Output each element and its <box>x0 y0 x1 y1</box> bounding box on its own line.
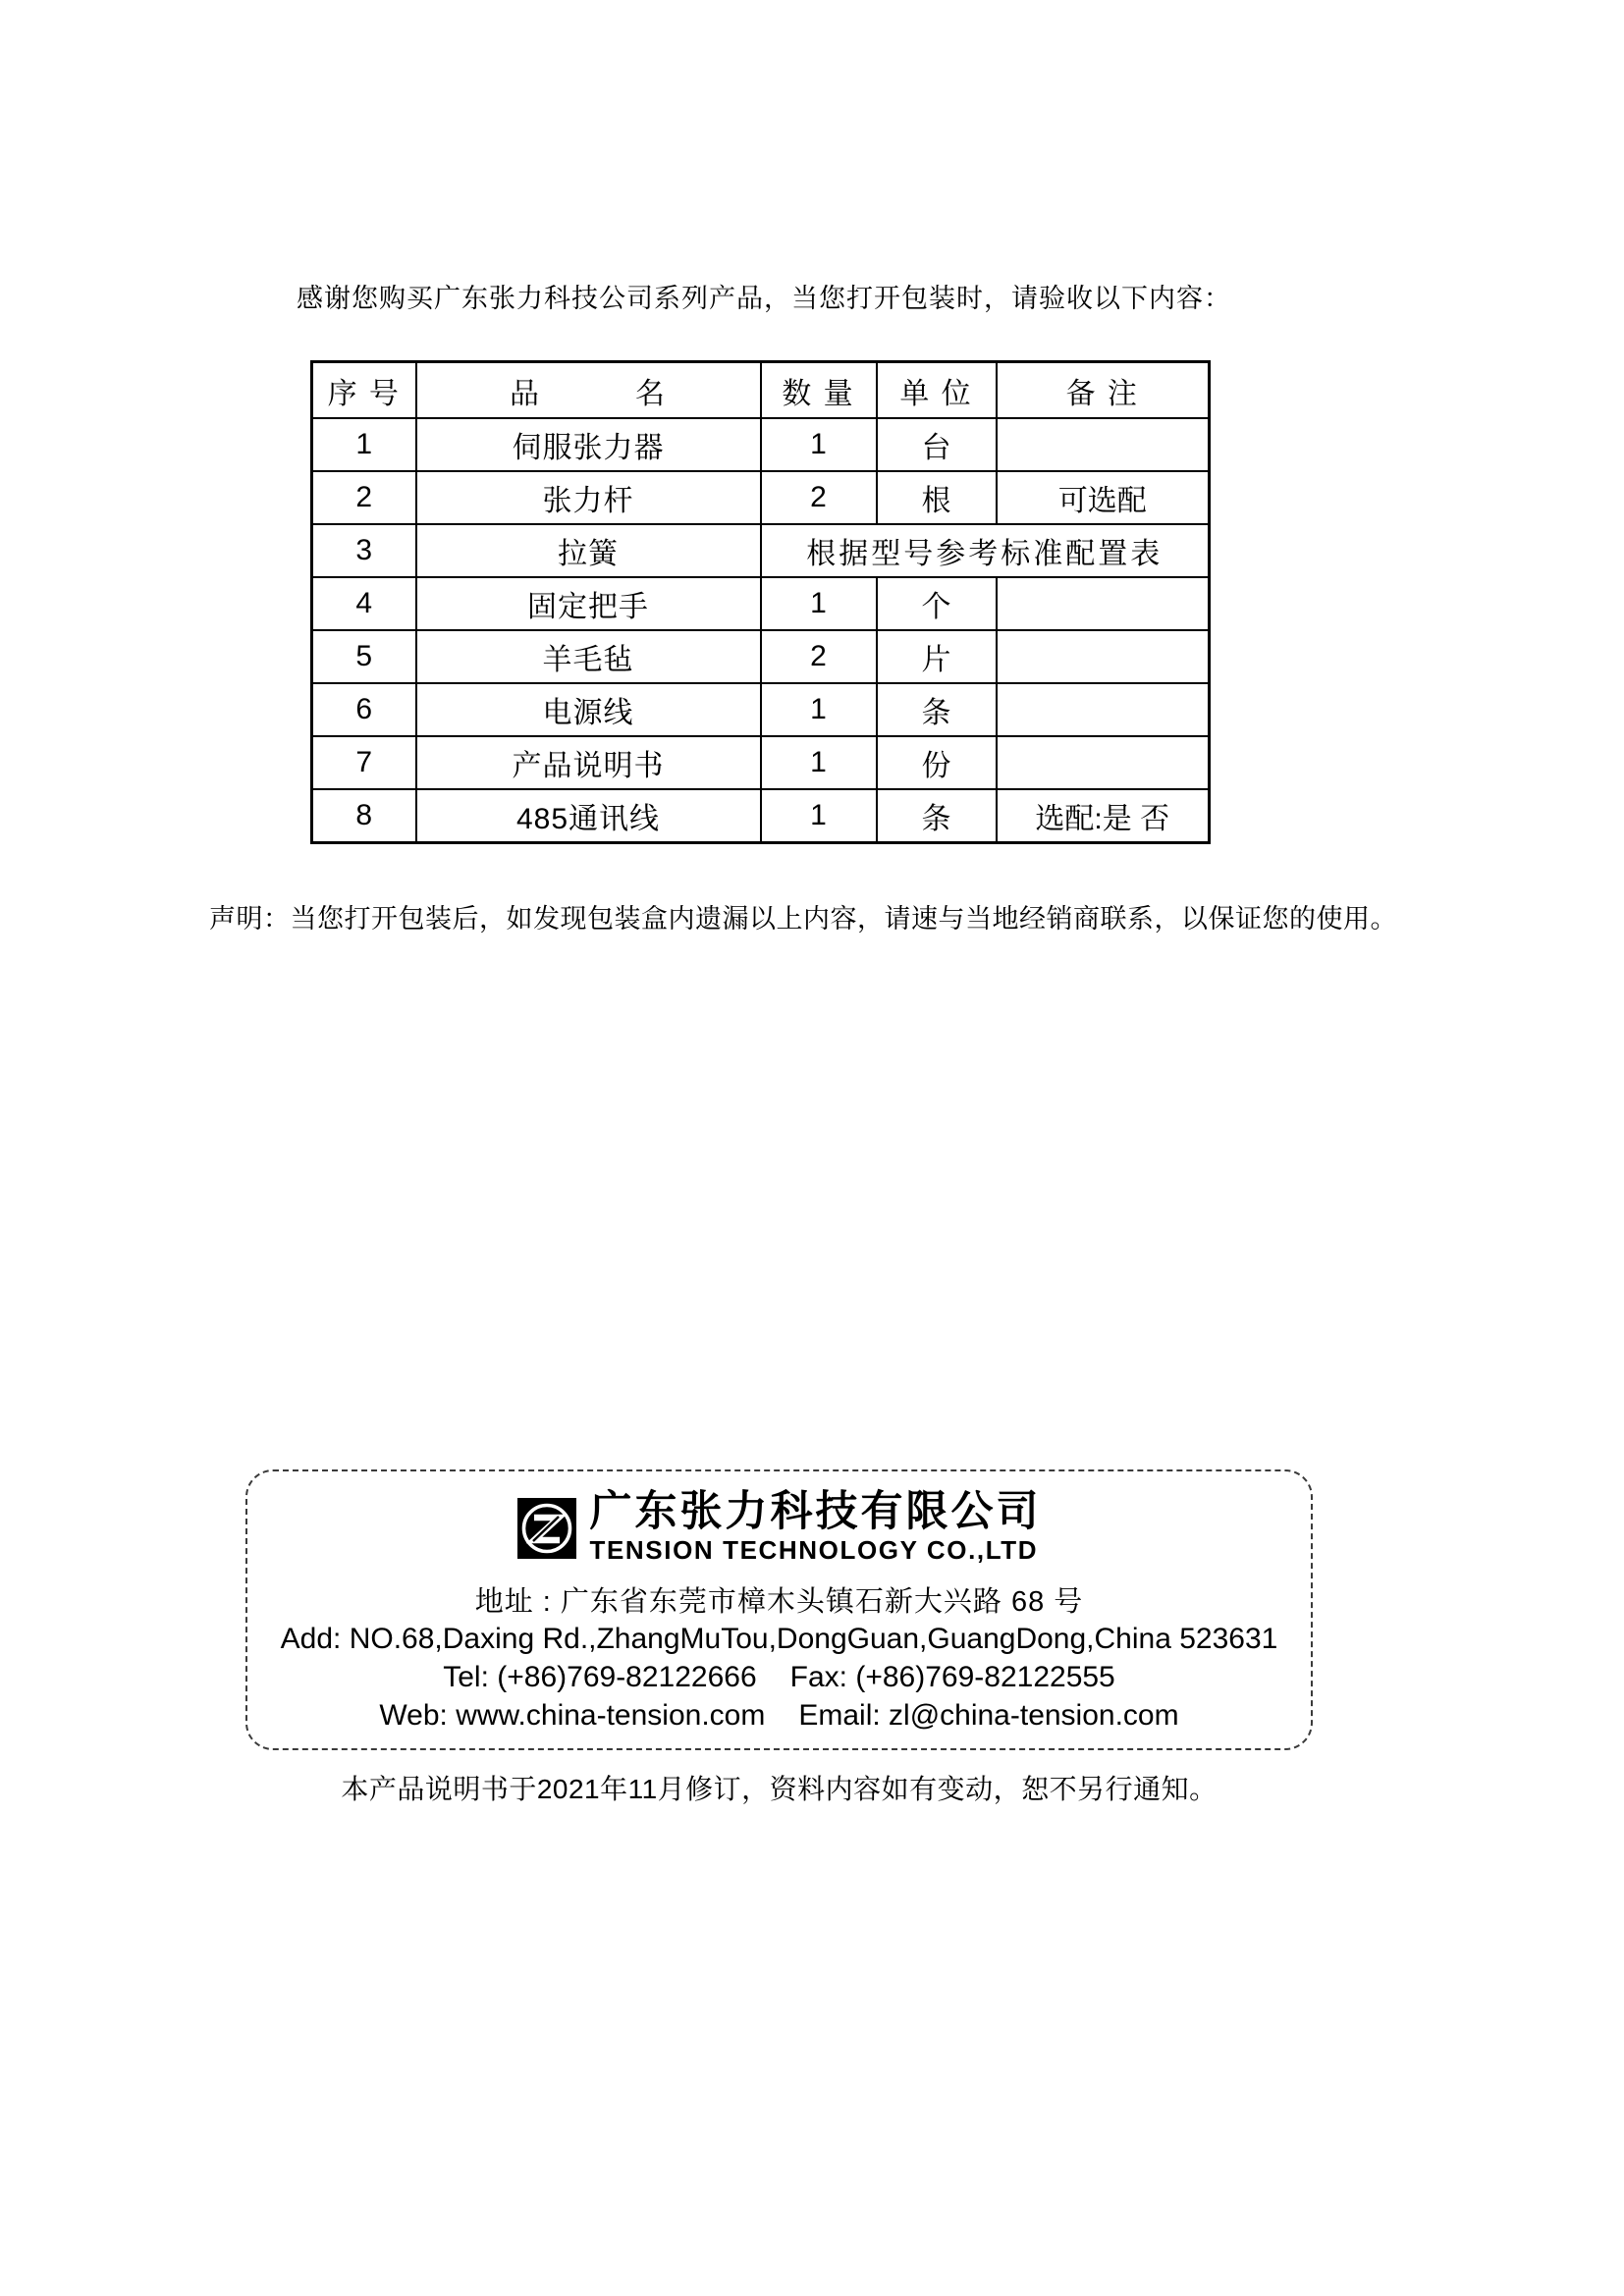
company-logo-row <box>247 1488 1311 1566</box>
cell-unit: 个 <box>877 577 997 630</box>
company-email: Email: zl@china-tension.com <box>798 1699 1179 1732</box>
cell-no: 7 <box>312 736 416 789</box>
company-fax: Fax: (+86)769-82122555 <box>789 1661 1115 1693</box>
cell-no: 5 <box>312 630 416 683</box>
cell-qty: 1 <box>761 418 877 471</box>
table-row <box>312 418 1210 471</box>
col-header-name: 品 名 <box>416 362 761 419</box>
cell-qty: 1 <box>761 683 877 736</box>
cell-unit: 条 <box>877 683 997 736</box>
cell-no: 6 <box>312 683 416 736</box>
cell-remark <box>997 683 1210 736</box>
cell-name: 固定把手 <box>416 577 761 630</box>
table-row <box>312 471 1210 524</box>
cell-qty: 1 <box>761 789 877 843</box>
cell-unit: 片 <box>877 630 997 683</box>
company-address-en: Add: NO.68,Daxing Rd.,ZhangMuTou,DongGuan,GuangDong,China 523631 <box>280 1623 1278 1655</box>
company-address-cn: 地址 : 广东省东莞市樟木头镇石新大兴路 68 号 <box>474 1586 1084 1618</box>
col-header-qty: 数 量 <box>761 362 877 419</box>
cell-remark: 可选配 <box>997 471 1210 524</box>
col-header-remark: 备 注 <box>997 362 1210 419</box>
company-tel-fax-line <box>247 1661 1311 1694</box>
cell-remark <box>997 577 1210 630</box>
cell-remark <box>997 630 1210 683</box>
col-header-unit: 单 位 <box>877 362 997 419</box>
cell-name: 张力杆 <box>416 471 761 524</box>
cell-no: 2 <box>312 471 416 524</box>
company-info-box <box>245 1469 1313 1750</box>
intro-text: 感谢您购买广东张力科技公司系列产品，当您打开包装时，请验收以下内容： <box>297 284 1231 313</box>
cell-remark <box>997 418 1210 471</box>
company-name-en: TENSION TECHNOLOGY CO.,LTD <box>589 1535 1039 1565</box>
table-row <box>312 683 1210 736</box>
revision-note: 本产品说明书于2021年11月修订，资料内容如有变动，恕不另行通知。 <box>341 1774 1218 1804</box>
cell-qty: 2 <box>761 471 877 524</box>
cell-no: 4 <box>312 577 416 630</box>
company-tel: Tel: (+86)769-82122666 <box>443 1661 757 1693</box>
cell-qty: 1 <box>761 577 877 630</box>
zl-monogram-icon <box>517 1498 576 1559</box>
cell-no: 8 <box>312 789 416 843</box>
col-header-no: 序 号 <box>312 362 416 419</box>
cell-unit: 根 <box>877 471 997 524</box>
company-web: Web: www.china-tension.com <box>379 1699 766 1732</box>
cell-qty: 2 <box>761 630 877 683</box>
cell-unit: 台 <box>877 418 997 471</box>
cell-name: 拉簧 <box>416 524 761 577</box>
cell-name: 485通讯线 <box>416 789 761 843</box>
cell-unit: 份 <box>877 736 997 789</box>
cell-remark <box>997 736 1210 789</box>
company-web-email-line <box>247 1699 1311 1733</box>
cell-merged-note: 根据型号参考标准配置表 <box>761 524 1210 577</box>
table-row <box>312 577 1210 630</box>
table-row <box>312 736 1210 789</box>
cell-name: 伺服张力器 <box>416 418 761 471</box>
company-names <box>589 1488 1042 1566</box>
cell-unit: 条 <box>877 789 997 843</box>
cell-no: 3 <box>312 524 416 577</box>
cell-remark: 选配:是 否 <box>997 789 1210 843</box>
table-row <box>312 789 1210 843</box>
cell-no: 1 <box>312 418 416 471</box>
table-row <box>312 630 1210 683</box>
company-name-cn: 广东张力科技有限公司 <box>589 1488 1042 1535</box>
statement-text: 声明：当您打开包装后，如发现包装盒内遗漏以上内容，请速与当地经销商联系，以保证您的使用。 <box>209 904 1397 934</box>
packing-list-table <box>310 360 1211 844</box>
table-row <box>312 524 1210 577</box>
cell-qty: 1 <box>761 736 877 789</box>
cell-name: 产品说明书 <box>416 736 761 789</box>
table-header-row <box>312 362 1210 419</box>
cell-name: 电源线 <box>416 683 761 736</box>
cell-name: 羊毛毡 <box>416 630 761 683</box>
